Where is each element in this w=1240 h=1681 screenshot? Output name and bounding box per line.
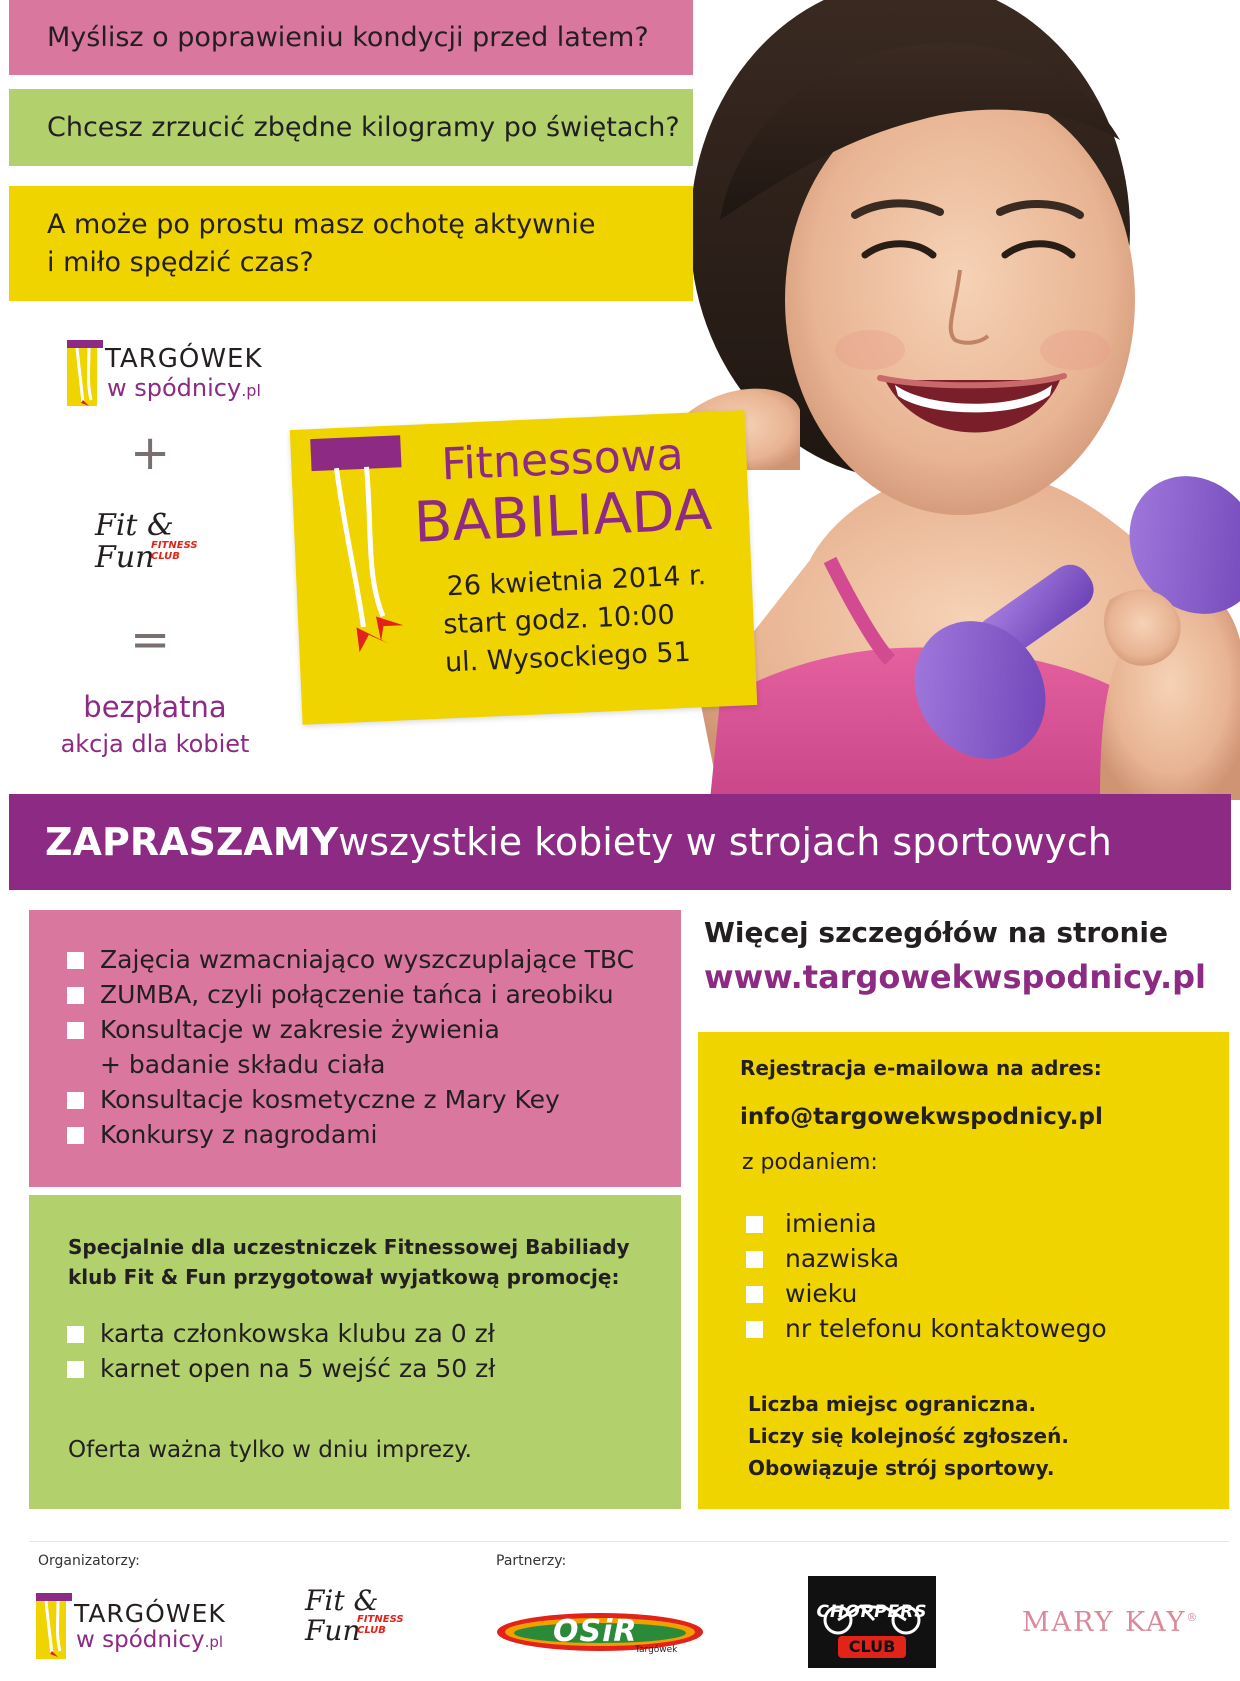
checkbox-icon [746, 1216, 763, 1233]
osir-logo [495, 1605, 705, 1659]
activity-item [67, 1117, 634, 1152]
registration-note: Liczba miejsc ograniczna. [748, 1392, 1037, 1416]
choppers-logo-text: CHOPPERS [816, 1602, 928, 1622]
activity-item [67, 1082, 634, 1117]
activity-item-continuation [67, 1047, 634, 1082]
registration-heading: Rejestracja e-mailowa na adres: [740, 1056, 1102, 1080]
question-box-3 [9, 186, 693, 301]
question-box-1 [9, 0, 693, 75]
fitfun-logo-club: FITNESS CLUB [151, 540, 198, 562]
targowek-logo-bottom [76, 1627, 223, 1653]
footer-targowek-logo [36, 1593, 236, 1659]
details-line1: Więcej szczegółów na stronie [704, 916, 1168, 949]
event-date: 26 kwietnia 2014 r. [446, 560, 707, 603]
equals-sign: = [130, 612, 171, 668]
activity-text: Konsultacje kosmetyczne z Mary Key [100, 1085, 560, 1114]
checkbox-icon [67, 1022, 84, 1039]
question-3-line2: i miło spędzić czas? [47, 246, 314, 278]
activity-text: + badanie składu ciała [100, 1050, 386, 1079]
checkbox-icon [746, 1321, 763, 1338]
targowek-logo-bar [67, 340, 103, 348]
checkbox-icon [67, 1092, 84, 1109]
activities-box [29, 910, 681, 1187]
invite-banner [9, 794, 1231, 890]
targowek-logo-bottom-text: w spódnicy [76, 1627, 205, 1653]
activity-text: Konkursy z nagrodami [100, 1120, 378, 1149]
marykay-logo-text: MARY KAY [1022, 1607, 1187, 1638]
targowek-logo-bottom [107, 374, 261, 402]
targowek-logo-top: TARGÓWEK [105, 344, 263, 374]
fitfun-logo-script: Fit & Fun [305, 1584, 379, 1647]
osir-logo-text: OSiR [553, 1614, 638, 1649]
activity-text: ZUMBA, czyli połączenie tańca i areobiku [100, 980, 614, 1009]
registration-field-text: nr telefonu kontaktowego [785, 1314, 1107, 1343]
registration-field [746, 1206, 1107, 1241]
marykay-logo-reg: ® [1186, 1611, 1200, 1624]
targowek-logo [67, 340, 267, 410]
activity-item [67, 942, 634, 977]
footer-divider [29, 1541, 1229, 1542]
activity-text: Konsultacje w zakresie żywienia [100, 1015, 500, 1044]
checkbox-icon [67, 987, 84, 1004]
free-line1: bezpłatna [83, 690, 227, 724]
promo-note: Oferta ważna tylko w dniu imprezy. [68, 1437, 472, 1463]
event-address: ul. Wysockiego 51 [444, 636, 692, 679]
event-card [290, 410, 757, 725]
checkbox-icon [746, 1286, 763, 1303]
promo-item [67, 1316, 495, 1351]
promo-heading-line2: klub Fit & Fun przygotował wyjatkową promocję: [68, 1265, 620, 1289]
activity-item [67, 977, 634, 1012]
question-2-text: Chcesz zrzucić zbędne kilogramy po świętach? [47, 111, 680, 143]
fitfun-logo [95, 510, 225, 590]
details-url[interactable]: www.targowekwspodnicy.pl [704, 958, 1206, 996]
promo-heading-line1: Specjalnie dla uczestniczek Fitnessowej Babiliady [68, 1235, 630, 1259]
choppers-logo-club: CLUB [838, 1636, 906, 1658]
fitfun-logo-script: Fit & Fun [95, 508, 174, 575]
registration-field-text: nazwiska [785, 1244, 900, 1273]
registration-email[interactable]: info@targowekwspodnicy.pl [740, 1104, 1103, 1130]
promo-box [29, 1195, 681, 1509]
targowek-logo-bar [36, 1593, 72, 1601]
legs-icon [40, 1601, 70, 1659]
event-title-line1: Fitnessowa [440, 428, 685, 491]
event-start: start godz. 10:00 [442, 599, 676, 641]
targowek-logo-top: TARGÓWEK [74, 1599, 226, 1628]
checkbox-icon [67, 952, 84, 969]
registration-with: z podaniem: [742, 1150, 878, 1175]
free-line2: akcja dla kobiet [60, 730, 250, 758]
question-3-line1: A może po prostu masz ochotę aktywnie [47, 208, 596, 240]
invite-banner-bold: ZAPRASZAMY [45, 820, 339, 864]
promo-item [67, 1351, 495, 1386]
event-title-line2: BABILIADA [412, 477, 714, 556]
footer-organizers-label: Organizatorzy: [38, 1553, 140, 1569]
activity-text: Zajęcia wzmacniająco wyszczuplające TBC [100, 945, 635, 974]
plus-sign: + [130, 425, 171, 481]
fitfun-logo-club: FITNESS CLUB [357, 1614, 404, 1636]
legs-icon [71, 348, 101, 408]
registration-field [746, 1241, 1107, 1276]
promo-heading [68, 1232, 630, 1292]
checkbox-icon [67, 1361, 84, 1378]
checkbox-icon [746, 1251, 763, 1268]
invite-banner-rest: wszystkie kobiety w strojach sportowych [338, 820, 1112, 864]
marykay-logo [1022, 1607, 1199, 1638]
targowek-logo-suffix: .pl [204, 1633, 224, 1651]
activity-item [67, 1012, 634, 1047]
question-1-text: Myślisz o poprawieniu kondycji przed latem? [47, 21, 649, 53]
checkbox-icon [67, 1326, 84, 1343]
registration-field [746, 1311, 1107, 1346]
checkbox-icon [67, 1127, 84, 1144]
registration-box [698, 1032, 1229, 1509]
question-box-2 [9, 89, 693, 166]
promo-item-text: karta członkowska klubu za 0 zł [100, 1319, 495, 1348]
registration-note: Obowiązuje strój sportowy. [748, 1456, 1055, 1480]
promo-item-text: karnet open na 5 wejść za 50 zł [100, 1354, 496, 1383]
legs-heels-icon [321, 465, 409, 658]
registration-field-text: imienia [785, 1209, 877, 1238]
registration-field [746, 1276, 1107, 1311]
choppers-club-logo [808, 1576, 936, 1668]
targowek-logo-suffix: .pl [241, 381, 261, 400]
registration-field-text: wieku [785, 1279, 858, 1308]
footer-partners-label: Partnerzy: [496, 1553, 567, 1569]
registration-notes [748, 1388, 1069, 1484]
registration-note: Liczy się kolejność zgłoszeń. [748, 1424, 1069, 1448]
footer-fitfun-logo [305, 1586, 435, 1666]
osir-logo-sub: Targówek [635, 1645, 678, 1655]
targowek-logo-bottom-text: w spódnicy [107, 374, 242, 402]
